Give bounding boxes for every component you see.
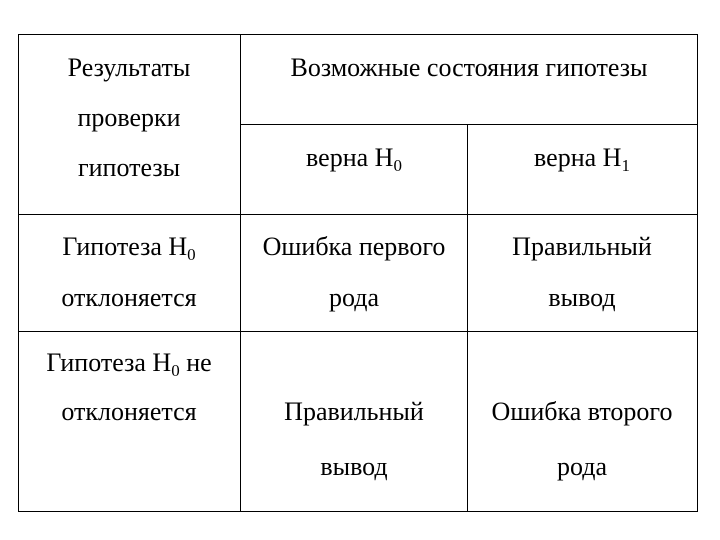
row2-cell-h0-line1: Правильный [284,397,424,426]
row2-label-suffix: не [179,348,212,377]
row2-label-text: Гипотеза Н [46,348,172,377]
table-border-right [697,34,698,512]
row1-cell-h1-line2: вывод [548,283,616,312]
row1-h0-subscript: 0 [187,245,196,264]
row1-cell-h0-line2: рода [328,283,380,312]
h0-subscript: 0 [393,156,402,175]
row2-cell-h1-line1: Ошибка второго [491,397,673,426]
row1-cell-h0-line1: Ошибка первого [262,232,446,261]
row1-cell-h1-line1: Правильный [512,232,652,261]
row1-label-line2: отклоняется [61,283,197,312]
row2-h0-subscript: 0 [171,361,180,380]
row2-label-line2: отклоняется [61,397,197,426]
row1-label-text: Гипотеза Н [62,232,188,261]
h1-subscript: 1 [621,156,630,175]
header-subdivider [240,124,698,125]
row2-cell-h1-line2: рода [556,452,608,481]
row2-cell-h0-line2: вывод [320,452,388,481]
header-state-h0-true [306,143,402,173]
header-bottom-border [18,214,698,215]
header-state-h1-true [534,143,630,173]
header-results-line1: Результаты [67,53,191,82]
table-border-top [18,34,698,35]
header-states-title: Возможные состояния гипотезы [290,53,648,82]
header-results-line2: проверки [77,103,181,132]
row1-label-line1 [62,232,195,262]
row2-label-line1 [46,348,211,378]
row-divider [18,331,698,332]
header-state-h1-text: верна Н [534,143,622,172]
table-border-left [18,34,19,512]
header-state-h0-text: верна Н [306,143,394,172]
table-border-bottom [18,511,698,512]
state-column-divider [467,124,468,512]
header-results-line3: гипотезы [77,153,181,182]
first-column-divider [240,34,241,512]
